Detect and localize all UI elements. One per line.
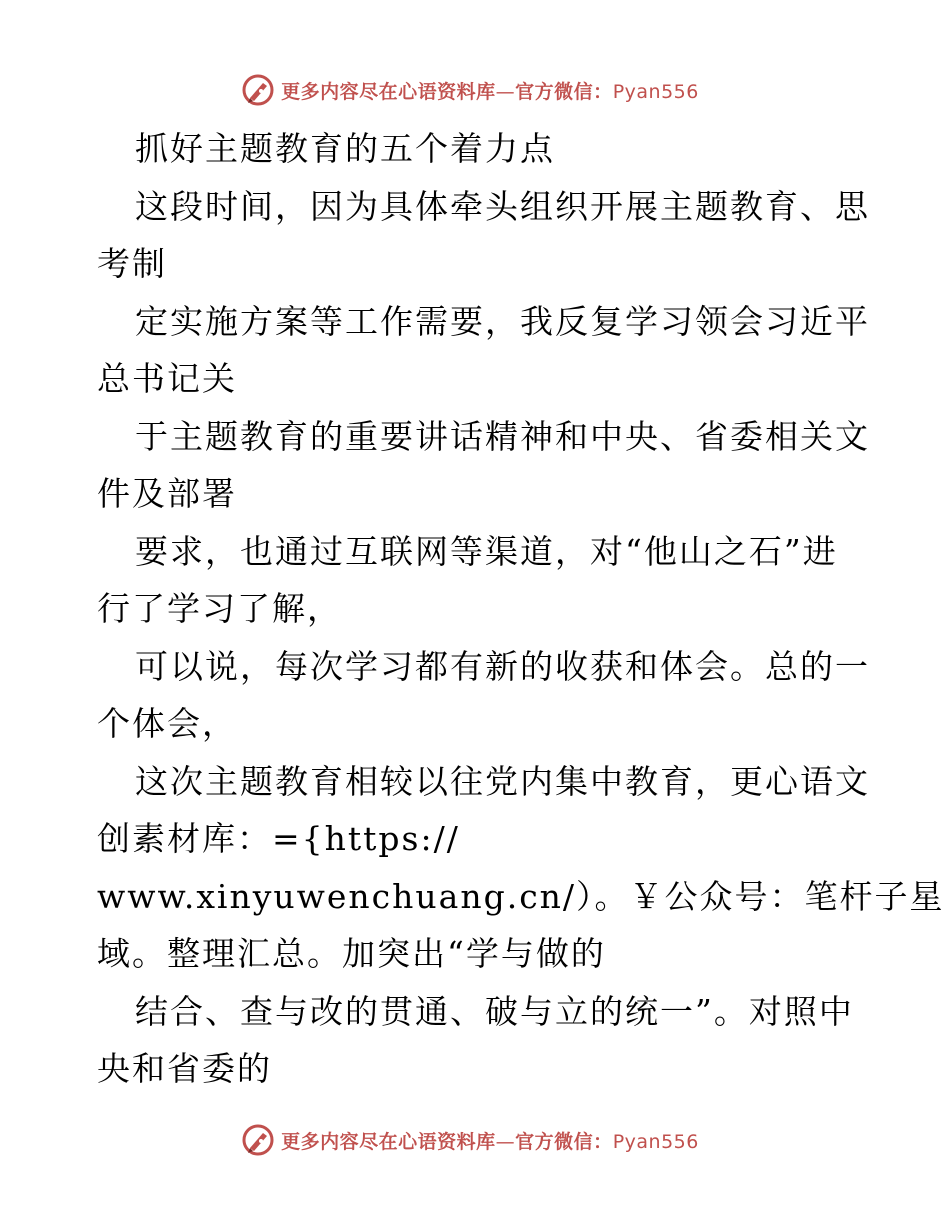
footer-banner-text bbox=[281, 1127, 699, 1154]
header-banner-text bbox=[281, 77, 699, 104]
banner-main-text: 更多内容尽在心语资料库 bbox=[281, 80, 496, 103]
header-banner-content bbox=[241, 73, 699, 107]
paragraph-line: 于主题教育的重要讲话精神和中央、省委相关文 bbox=[135, 416, 870, 456]
banner-separator: — bbox=[495, 80, 516, 103]
banner-main-text: 更多内容尽在心语资料库 bbox=[281, 1130, 496, 1153]
paragraph-line: 个体会， bbox=[97, 704, 237, 743]
paragraph-line: www.xinyuwenchuang.cn/）。￥公众号：笔杆子星 bbox=[97, 876, 945, 916]
paragraph-line: 定实施方案等工作需要，我反复学习领会习近平 bbox=[135, 301, 870, 341]
paragraph-line: 总书记关 bbox=[97, 359, 237, 398]
banner-wechat-label: 官方微信： bbox=[515, 1130, 613, 1153]
paragraph-line: 央和省委的 bbox=[97, 1049, 272, 1088]
footer-banner bbox=[0, 1120, 950, 1160]
paragraph-line: 行了学习了解， bbox=[97, 589, 342, 628]
footer-banner-content bbox=[241, 1123, 699, 1157]
paragraph-line: 结合、查与改的贯通、破与立的统一”。对照中 bbox=[135, 991, 854, 1031]
pen-logo-icon bbox=[241, 73, 275, 107]
paragraph-line: 这次主题教育相较以往党内集中教育，更心语文 bbox=[135, 761, 870, 801]
banner-wechat-id: Pyan556 bbox=[612, 1130, 699, 1153]
pen-logo-icon bbox=[241, 1123, 275, 1157]
header-banner bbox=[0, 70, 950, 110]
document-title: 抓好主题教育的五个着力点 bbox=[135, 129, 555, 168]
paragraph-line: 这段时间，因为具体牵头组织开展主题教育、思 bbox=[135, 186, 870, 226]
paragraph-line: 件及部署 bbox=[97, 474, 237, 513]
paragraph-line: 要求，也通过互联网等渠道，对“他山之石”进 bbox=[135, 531, 838, 571]
banner-separator: — bbox=[495, 1130, 516, 1153]
banner-wechat-label: 官方微信： bbox=[515, 80, 613, 103]
document-body bbox=[97, 120, 945, 1098]
paragraph-line: 域。整理汇总。加突出“学与做的 bbox=[97, 934, 606, 973]
paragraph-line: 考制 bbox=[97, 244, 167, 283]
paragraph-line: 可以说，每次学习都有新的收获和体会。总的一 bbox=[135, 646, 870, 686]
paragraph-line: 创素材库：={https:// bbox=[97, 819, 460, 858]
banner-wechat-id: Pyan556 bbox=[612, 80, 699, 103]
